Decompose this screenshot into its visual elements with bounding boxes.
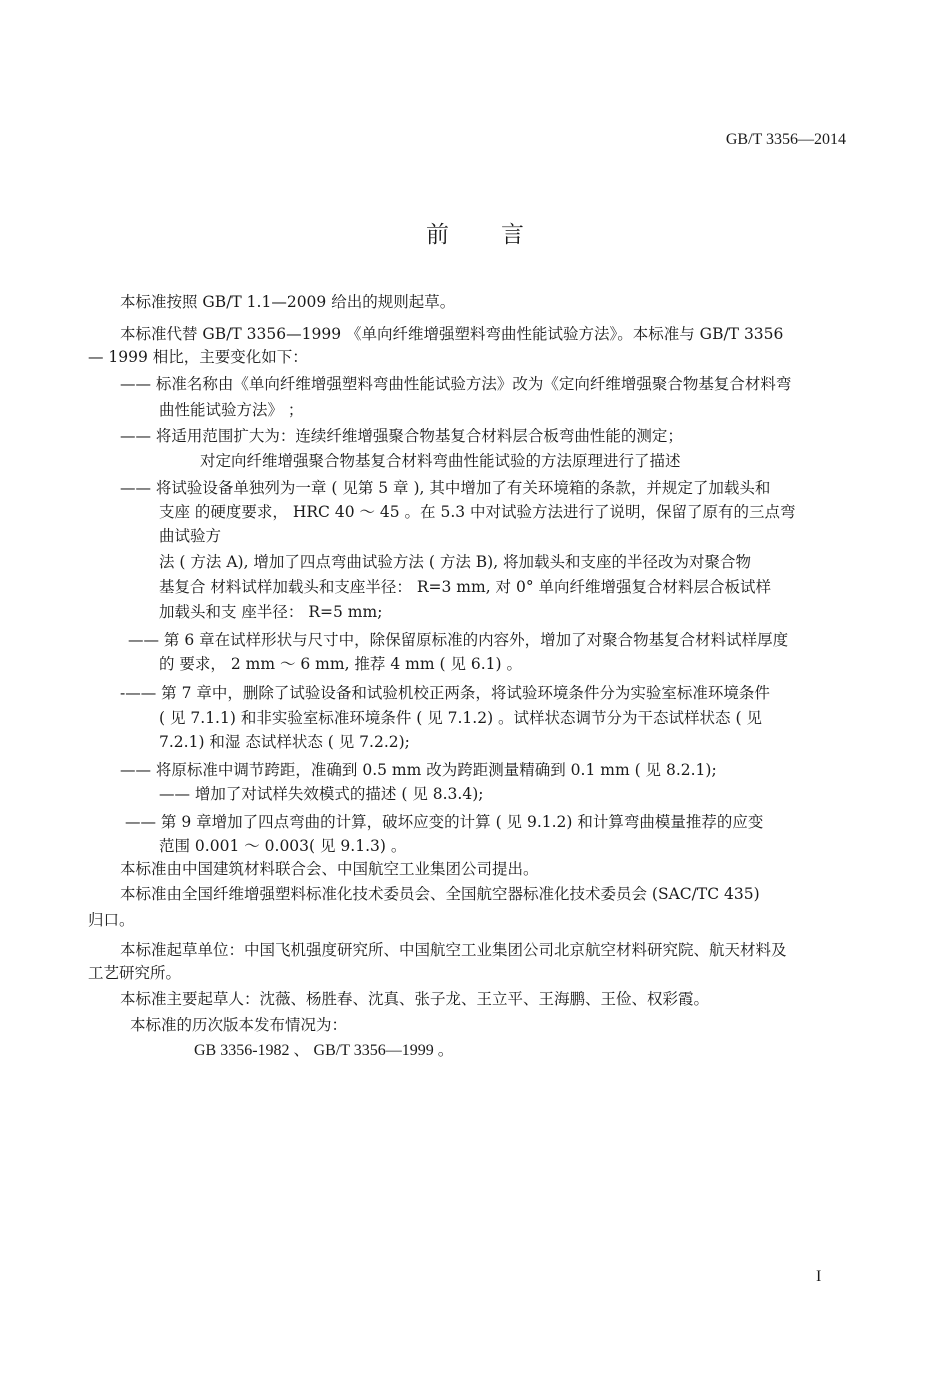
page-number: I (816, 1268, 822, 1285)
text-line: 归口。 (88, 911, 135, 929)
list-item: -—— 第 7 章中，删除了试验设备和试验机校正两条，将试验环境条件分为实验室标准环境条件 (120, 684, 770, 702)
text-line: 本标准由全国纤维增强塑料标准化技术委员会、全国航空器标准化技术委员会 (SAC/TC 435) (120, 885, 760, 903)
text-line: 基复合 材料试样加载头和支座半径： R=3 mm, 对 0° 单向纤维增强复合材料层合板试样 (159, 578, 772, 596)
list-item: —— 增加了对试样失效模式的描述 ( 见 8.3.4); (159, 785, 484, 803)
text-line: 曲性能试验方法》 ； (159, 401, 304, 419)
text-line: 本标准按照 GB/T 1.1—2009 给出的规则起草。 (120, 293, 456, 311)
text-line: 本标准代替 GB/T 3356—1999 《单向纤维增强塑料弯曲性能试验方法》。本标准与 GB/T 3356 (120, 325, 784, 343)
list-item: —— 将试验设备单独列为一章 ( 见第 5 章 ), 其中增加了有关环境箱的条款，并规定了加载头和 (120, 479, 771, 497)
list-item: —— 第 9 章增加了四点弯曲的计算，破坏应变的计算 ( 见 9.1.2) 和计算弯曲模量推荐的应变 (125, 813, 764, 831)
page-title: 前言 (426, 222, 576, 248)
text-line: 7.2.1) 和湿 态试样状态 ( 见 7.2.2); (159, 733, 410, 751)
text-line: GB 3356-1982 、 GB/T 3356—1999 。 (194, 1042, 454, 1059)
text-line: 的 要求， 2 mm ～ 6 mm, 推荐 4 mm ( 见 6.1) 。 (159, 655, 522, 673)
text-line: 本标准主要起草人：沈薇、杨胜春、沈真、张子龙、王立平、王海鹏、王俭、权彩霞。 (120, 990, 710, 1008)
text-line: 曲试验方 (159, 527, 222, 545)
text-line: — 1999 相比，主要变化如下： (88, 348, 308, 366)
list-item: —— 将适用范围扩大为：连续纤维增强聚合物基复合材料层合板弯曲性能的测定； (120, 427, 683, 445)
list-item: —— 标准名称由《单向纤维增强塑料弯曲性能试验方法》改为《定向纤维增强聚合物基复合材料弯 (120, 375, 792, 393)
text-line: 支座 的硬度要求， HRC 40 ～ 45 。在 5.3 中对试验方法进行了说明，保留了原有的三点弯 (159, 503, 796, 521)
text-line: 本标准由中国建筑材料联合会、中国航空工业集团公司提出。 (120, 860, 539, 878)
text-line: 工艺研究所。 (88, 964, 182, 982)
text-line: 加载头和支 座半径： R=5 mm; (159, 603, 383, 621)
text-line: 法 ( 方法 A), 增加了四点弯曲试验方法 ( 方法 B), 将加载头和支座的半径改为对聚合物 (159, 553, 752, 571)
text-line: 本标准的历次版本发布情况为： (130, 1016, 348, 1034)
document-code: GB/T 3356—2014 (725, 131, 846, 148)
text-line: ( 见 7.1.1) 和非实验室标准环境条件 ( 见 7.1.2) 。试样状态调节分为干态试样状态 ( 见 (159, 709, 762, 727)
text-line: 范围 0.001 ～ 0.003( 见 9.1.3) 。 (159, 837, 407, 855)
text-line: 本标准起草单位：中国飞机强度研究所、中国航空工业集团公司北京航空材料研究院、航天材料及 (120, 941, 787, 959)
list-item: —— 第 6 章在试样形状与尺寸中，除保留原标准的内容外，增加了对聚合物基复合材料试样厚度 (128, 631, 789, 649)
text-line: 对定向纤维增强聚合物基复合材料弯曲性能试验的方法原理进行了描述 (200, 452, 681, 470)
list-item: —— 将原标准中调节跨距，准确到 0.5 mm 改为跨距测量精确到 0.1 mm ( 见 8.2.1); (120, 761, 717, 779)
